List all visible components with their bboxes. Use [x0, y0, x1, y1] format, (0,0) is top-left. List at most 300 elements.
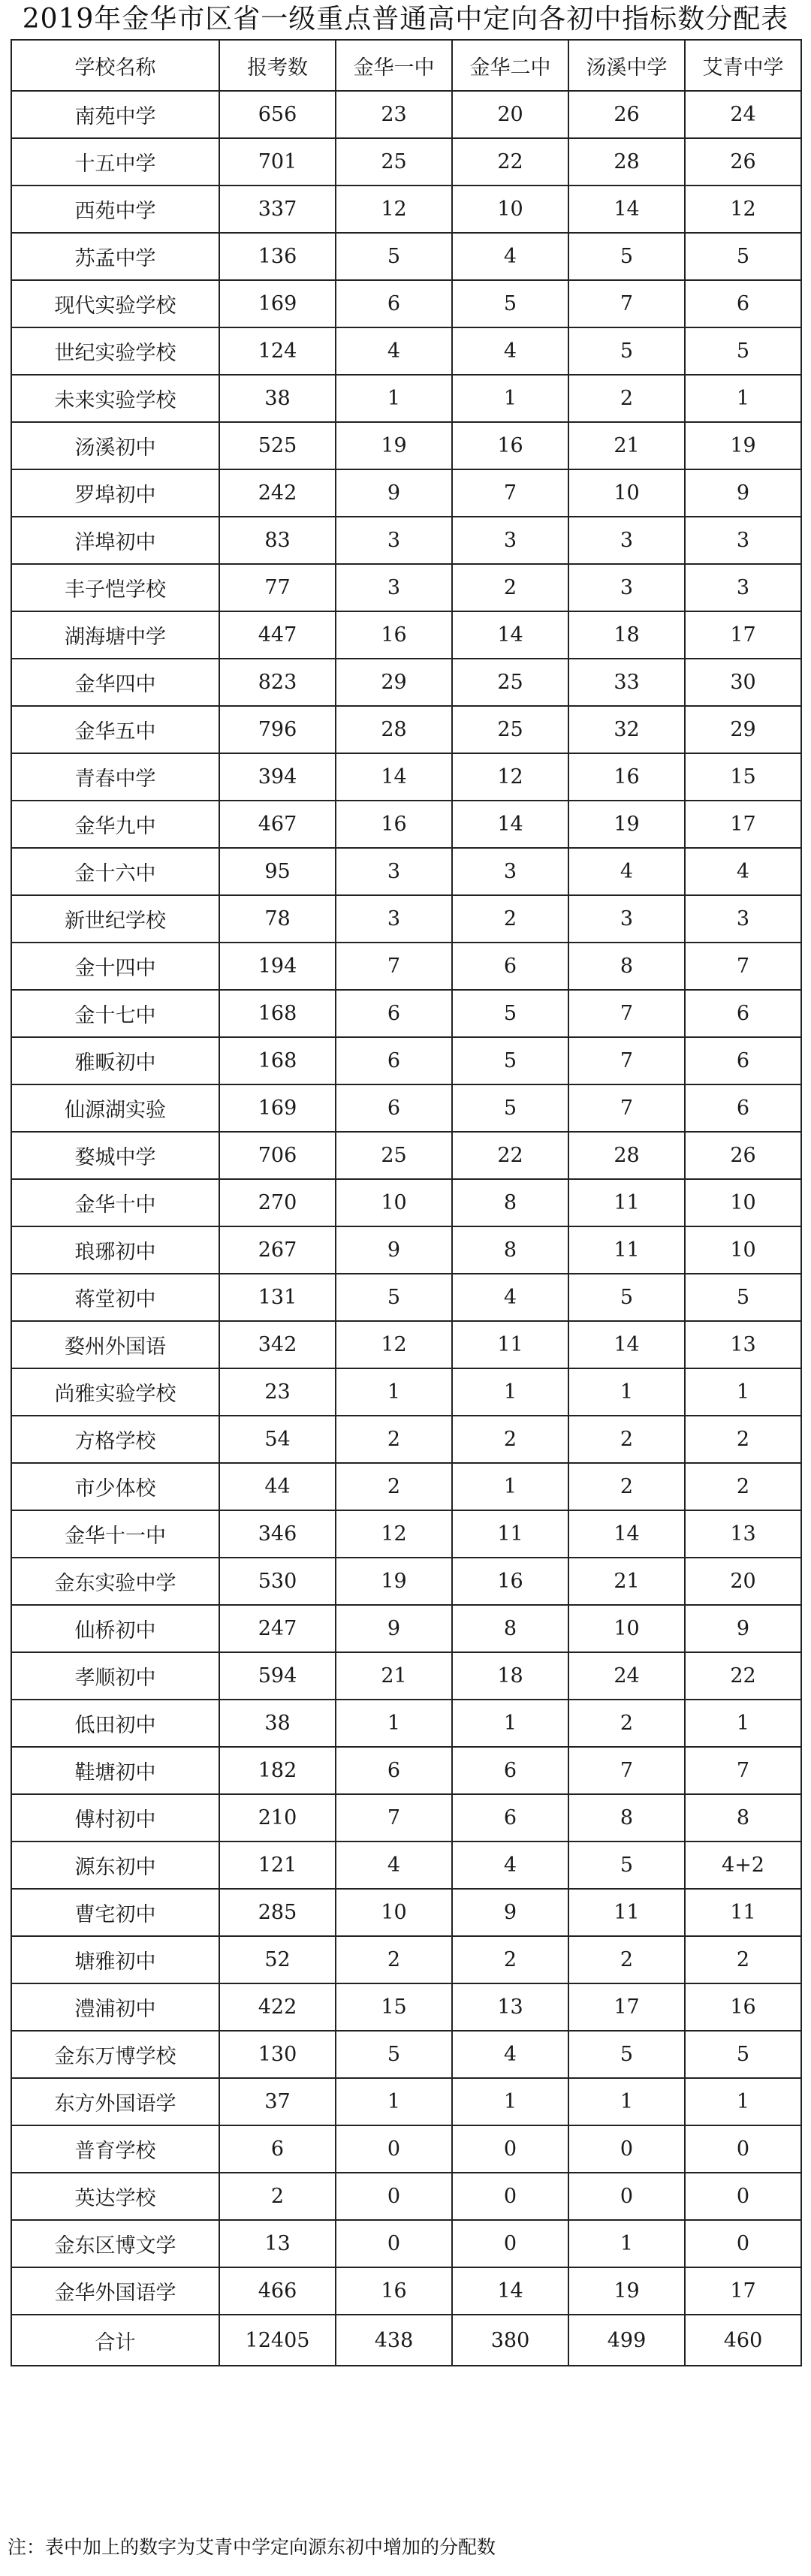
- table-row: [11, 469, 801, 517]
- cell-jinhua-no2: 6: [452, 1747, 568, 1794]
- cell-jinhua-no1: 6: [336, 1747, 452, 1794]
- cell-aiqing: 15: [685, 753, 801, 801]
- cell-aiqing: 10: [685, 1226, 801, 1274]
- cell-tangxi: 2: [568, 1463, 685, 1510]
- header-applicants: 报考数: [219, 40, 336, 91]
- cell-jinhua-no1: 1: [336, 1700, 452, 1747]
- cell-tangxi: 17: [568, 1983, 685, 2031]
- total-aiqing: 460: [685, 2315, 801, 2366]
- cell-school-name: 鞋塘初中: [11, 1747, 219, 1794]
- table-row: [11, 1132, 801, 1179]
- cell-aiqing: 1: [685, 1700, 801, 1747]
- cell-school-name: 金东万博学校: [11, 2031, 219, 2078]
- table-row: [11, 1274, 801, 1321]
- cell-applicants: 52: [219, 1936, 336, 1983]
- table-row: [11, 2267, 801, 2315]
- table-row: [11, 990, 801, 1037]
- cell-applicants: 701: [219, 138, 336, 186]
- cell-jinhua-no1: 7: [336, 943, 452, 990]
- cell-aiqing: 3: [685, 564, 801, 611]
- cell-jinhua-no2: 4: [452, 327, 568, 375]
- cell-applicants: 168: [219, 1037, 336, 1084]
- cell-applicants: 168: [219, 990, 336, 1037]
- cell-jinhua-no2: 1: [452, 2078, 568, 2125]
- cell-school-name: 澧浦初中: [11, 1983, 219, 2031]
- cell-applicants: 194: [219, 943, 336, 990]
- cell-jinhua-no1: 14: [336, 753, 452, 801]
- cell-jinhua-no2: 25: [452, 659, 568, 706]
- cell-tangxi: 32: [568, 706, 685, 753]
- cell-school-name: 低田初中: [11, 1700, 219, 1747]
- cell-school-name: 金东实验中学: [11, 1558, 219, 1605]
- header-jinhua-no2: 金华二中: [452, 40, 568, 91]
- cell-school-name: 金东区博文学: [11, 2220, 219, 2267]
- cell-jinhua-no1: 12: [336, 186, 452, 233]
- cell-aiqing: 6: [685, 990, 801, 1037]
- cell-jinhua-no1: 4: [336, 327, 452, 375]
- cell-jinhua-no2: 1: [452, 1463, 568, 1510]
- cell-tangxi: 21: [568, 422, 685, 469]
- cell-jinhua-no2: 10: [452, 186, 568, 233]
- table-row: [11, 943, 801, 990]
- cell-applicants: 346: [219, 1510, 336, 1558]
- cell-school-name: 金华外国语学: [11, 2267, 219, 2315]
- cell-aiqing: 2: [685, 1936, 801, 1983]
- cell-aiqing: 16: [685, 1983, 801, 2031]
- cell-aiqing: 30: [685, 659, 801, 706]
- cell-applicants: 823: [219, 659, 336, 706]
- cell-applicants: 37: [219, 2078, 336, 2125]
- cell-tangxi: 2: [568, 1936, 685, 1983]
- cell-aiqing: 13: [685, 1510, 801, 1558]
- cell-tangxi: 5: [568, 1274, 685, 1321]
- table-row: [11, 895, 801, 943]
- table-row: [11, 2173, 801, 2220]
- cell-tangxi: 7: [568, 990, 685, 1037]
- table-row: [11, 1605, 801, 1652]
- cell-tangxi: 5: [568, 2031, 685, 2078]
- cell-jinhua-no1: 6: [336, 990, 452, 1037]
- cell-school-name: 金华四中: [11, 659, 219, 706]
- cell-jinhua-no2: 0: [452, 2220, 568, 2267]
- cell-jinhua-no1: 15: [336, 1983, 452, 2031]
- cell-school-name: 英达学校: [11, 2173, 219, 2220]
- table-row: [11, 2078, 801, 2125]
- cell-jinhua-no2: 12: [452, 753, 568, 801]
- cell-tangxi: 8: [568, 943, 685, 990]
- cell-school-name: 婺州外国语: [11, 1321, 219, 1368]
- total-jinhua-no2: 380: [452, 2315, 568, 2366]
- cell-applicants: 44: [219, 1463, 336, 1510]
- cell-tangxi: 11: [568, 1889, 685, 1936]
- table-row: [11, 611, 801, 659]
- cell-tangxi: 8: [568, 1794, 685, 1842]
- cell-jinhua-no2: 5: [452, 1037, 568, 1084]
- cell-aiqing: 7: [685, 943, 801, 990]
- table-row: [11, 1700, 801, 1747]
- table-row: [11, 1226, 801, 1274]
- cell-school-name: 青春中学: [11, 753, 219, 801]
- cell-aiqing: 26: [685, 1132, 801, 1179]
- cell-jinhua-no2: 1: [452, 375, 568, 422]
- table-row: [11, 1084, 801, 1132]
- cell-school-name: 尚雅实验学校: [11, 1368, 219, 1416]
- table-row: [11, 801, 801, 848]
- cell-jinhua-no1: 0: [336, 2125, 452, 2173]
- cell-tangxi: 5: [568, 327, 685, 375]
- table-row: [11, 753, 801, 801]
- cell-tangxi: 1: [568, 1368, 685, 1416]
- cell-tangxi: 3: [568, 517, 685, 564]
- table-row: [11, 1037, 801, 1084]
- cell-aiqing: 9: [685, 1605, 801, 1652]
- cell-aiqing: 5: [685, 327, 801, 375]
- cell-school-name: 塘雅初中: [11, 1936, 219, 1983]
- cell-jinhua-no1: 4: [336, 1842, 452, 1889]
- table-row: [11, 2031, 801, 2078]
- cell-tangxi: 2: [568, 1700, 685, 1747]
- cell-jinhua-no1: 10: [336, 1889, 452, 1936]
- cell-jinhua-no1: 5: [336, 233, 452, 280]
- cell-tangxi: 14: [568, 186, 685, 233]
- table-row: [11, 233, 801, 280]
- cell-tangxi: 24: [568, 1652, 685, 1700]
- cell-aiqing: 1: [685, 375, 801, 422]
- cell-aiqing: 3: [685, 895, 801, 943]
- cell-applicants: 247: [219, 1605, 336, 1652]
- cell-jinhua-no1: 9: [336, 1605, 452, 1652]
- cell-aiqing: 17: [685, 801, 801, 848]
- cell-jinhua-no2: 14: [452, 2267, 568, 2315]
- cell-applicants: 169: [219, 280, 336, 327]
- cell-aiqing: 5: [685, 233, 801, 280]
- cell-applicants: 23: [219, 1368, 336, 1416]
- cell-applicants: 130: [219, 2031, 336, 2078]
- cell-jinhua-no1: 6: [336, 1084, 452, 1132]
- cell-jinhua-no2: 22: [452, 138, 568, 186]
- cell-school-name: 苏孟中学: [11, 233, 219, 280]
- cell-school-name: 金华五中: [11, 706, 219, 753]
- cell-applicants: 594: [219, 1652, 336, 1700]
- cell-school-name: 仙源湖实验: [11, 1084, 219, 1132]
- cell-tangxi: 2: [568, 1416, 685, 1463]
- cell-jinhua-no2: 2: [452, 1936, 568, 1983]
- cell-school-name: 金华九中: [11, 801, 219, 848]
- cell-jinhua-no1: 25: [336, 138, 452, 186]
- cell-jinhua-no2: 9: [452, 1889, 568, 1936]
- cell-school-name: 婺城中学: [11, 1132, 219, 1179]
- cell-jinhua-no2: 8: [452, 1605, 568, 1652]
- cell-tangxi: 28: [568, 138, 685, 186]
- cell-school-name: 汤溪初中: [11, 422, 219, 469]
- cell-school-name: 金华十中: [11, 1179, 219, 1226]
- cell-jinhua-no2: 6: [452, 943, 568, 990]
- table-body: [11, 91, 801, 2366]
- cell-aiqing: 3: [685, 517, 801, 564]
- cell-school-name: 蒋堂初中: [11, 1274, 219, 1321]
- cell-jinhua-no2: 8: [452, 1226, 568, 1274]
- cell-tangxi: 4: [568, 848, 685, 895]
- cell-applicants: 2: [219, 2173, 336, 2220]
- cell-jinhua-no2: 2: [452, 1416, 568, 1463]
- cell-jinhua-no1: 9: [336, 469, 452, 517]
- table-row: [11, 280, 801, 327]
- cell-jinhua-no1: 2: [336, 1463, 452, 1510]
- cell-jinhua-no2: 5: [452, 1084, 568, 1132]
- cell-applicants: 6: [219, 2125, 336, 2173]
- cell-aiqing: 2: [685, 1463, 801, 1510]
- cell-jinhua-no1: 29: [336, 659, 452, 706]
- cell-jinhua-no1: 5: [336, 2031, 452, 2078]
- cell-jinhua-no2: 4: [452, 1274, 568, 1321]
- cell-applicants: 394: [219, 753, 336, 801]
- cell-aiqing: 0: [685, 2173, 801, 2220]
- cell-jinhua-no2: 25: [452, 706, 568, 753]
- cell-school-name: 未来实验学校: [11, 375, 219, 422]
- page-title: 2019年金华市区省一级重点普通高中定向各初中指标数分配表: [22, 4, 789, 35]
- cell-school-name: 十五中学: [11, 138, 219, 186]
- cell-aiqing: 4: [685, 848, 801, 895]
- cell-school-name: 源东初中: [11, 1842, 219, 1889]
- cell-jinhua-no1: 3: [336, 895, 452, 943]
- cell-applicants: 337: [219, 186, 336, 233]
- table-row: [11, 1558, 801, 1605]
- cell-aiqing: 24: [685, 91, 801, 138]
- header-jinhua-no1: 金华一中: [336, 40, 452, 91]
- cell-tangxi: 10: [568, 469, 685, 517]
- cell-applicants: 169: [219, 1084, 336, 1132]
- cell-jinhua-no2: 2: [452, 564, 568, 611]
- table-row: [11, 186, 801, 233]
- cell-aiqing: 13: [685, 1321, 801, 1368]
- cell-aiqing: 10: [685, 1179, 801, 1226]
- cell-aiqing: 11: [685, 1889, 801, 1936]
- cell-school-name: 傅村初中: [11, 1794, 219, 1842]
- table-row: [11, 1794, 801, 1842]
- cell-jinhua-no1: 5: [336, 1274, 452, 1321]
- cell-jinhua-no1: 16: [336, 801, 452, 848]
- table-row: [11, 138, 801, 186]
- cell-tangxi: 26: [568, 91, 685, 138]
- cell-jinhua-no1: 9: [336, 1226, 452, 1274]
- cell-tangxi: 5: [568, 1842, 685, 1889]
- cell-jinhua-no1: 3: [336, 564, 452, 611]
- cell-jinhua-no2: 18: [452, 1652, 568, 1700]
- cell-jinhua-no1: 12: [336, 1321, 452, 1368]
- cell-aiqing: 2: [685, 1416, 801, 1463]
- total-label: 合计: [11, 2315, 219, 2366]
- table-row: [11, 327, 801, 375]
- cell-jinhua-no1: 21: [336, 1652, 452, 1700]
- cell-aiqing: 9: [685, 469, 801, 517]
- cell-jinhua-no2: 0: [452, 2125, 568, 2173]
- cell-applicants: 525: [219, 422, 336, 469]
- cell-aiqing: 0: [685, 2220, 801, 2267]
- table-row: [11, 1652, 801, 1700]
- cell-school-name: 湖海塘中学: [11, 611, 219, 659]
- cell-jinhua-no1: 2: [336, 1416, 452, 1463]
- cell-school-name: 西苑中学: [11, 186, 219, 233]
- cell-tangxi: 3: [568, 895, 685, 943]
- cell-applicants: 447: [219, 611, 336, 659]
- cell-tangxi: 14: [568, 1321, 685, 1368]
- cell-tangxi: 19: [568, 2267, 685, 2315]
- cell-aiqing: 26: [685, 138, 801, 186]
- cell-school-name: 雅畈初中: [11, 1037, 219, 1084]
- table-row: [11, 1889, 801, 1936]
- cell-jinhua-no1: 0: [336, 2173, 452, 2220]
- cell-jinhua-no1: 19: [336, 1558, 452, 1605]
- cell-applicants: 124: [219, 327, 336, 375]
- cell-applicants: 182: [219, 1747, 336, 1794]
- cell-tangxi: 19: [568, 801, 685, 848]
- cell-tangxi: 0: [568, 2125, 685, 2173]
- cell-aiqing: 0: [685, 2125, 801, 2173]
- cell-jinhua-no2: 3: [452, 848, 568, 895]
- cell-jinhua-no2: 4: [452, 233, 568, 280]
- cell-school-name: 市少体校: [11, 1463, 219, 1510]
- table-row: [11, 1368, 801, 1416]
- cell-school-name: 南苑中学: [11, 91, 219, 138]
- cell-school-name: 丰子恺学校: [11, 564, 219, 611]
- cell-jinhua-no1: 6: [336, 280, 452, 327]
- cell-aiqing: 29: [685, 706, 801, 753]
- cell-school-name: 曹宅初中: [11, 1889, 219, 1936]
- cell-tangxi: 1: [568, 2078, 685, 2125]
- cell-jinhua-no1: 2: [336, 1936, 452, 1983]
- cell-aiqing: 19: [685, 422, 801, 469]
- footnote: 注：表中加上的数字为艾青中学定向源东初中增加的分配数: [8, 2536, 496, 2558]
- table-row: [11, 1416, 801, 1463]
- cell-jinhua-no2: 1: [452, 1700, 568, 1747]
- cell-jinhua-no1: 16: [336, 611, 452, 659]
- cell-applicants: 422: [219, 1983, 336, 2031]
- cell-jinhua-no2: 4: [452, 1842, 568, 1889]
- cell-tangxi: 21: [568, 1558, 685, 1605]
- table-row: [11, 517, 801, 564]
- cell-aiqing: 4+2: [685, 1842, 801, 1889]
- cell-aiqing: 6: [685, 1084, 801, 1132]
- cell-applicants: 242: [219, 469, 336, 517]
- cell-tangxi: 33: [568, 659, 685, 706]
- cell-jinhua-no1: 1: [336, 2078, 452, 2125]
- cell-applicants: 467: [219, 801, 336, 848]
- cell-jinhua-no1: 1: [336, 1368, 452, 1416]
- header-tangxi: 汤溪中学: [568, 40, 685, 91]
- table-row: [11, 659, 801, 706]
- table-row: [11, 375, 801, 422]
- cell-school-name: 金十七中: [11, 990, 219, 1037]
- cell-jinhua-no2: 8: [452, 1179, 568, 1226]
- cell-school-name: 罗埠初中: [11, 469, 219, 517]
- cell-jinhua-no2: 16: [452, 422, 568, 469]
- cell-jinhua-no1: 3: [336, 517, 452, 564]
- cell-jinhua-no2: 5: [452, 280, 568, 327]
- cell-jinhua-no1: 10: [336, 1179, 452, 1226]
- cell-tangxi: 5: [568, 233, 685, 280]
- cell-school-name: 金十四中: [11, 943, 219, 990]
- cell-school-name: 琅琊初中: [11, 1226, 219, 1274]
- cell-jinhua-no1: 7: [336, 1794, 452, 1842]
- table-row: [11, 422, 801, 469]
- cell-school-name: 洋埠初中: [11, 517, 219, 564]
- cell-aiqing: 6: [685, 280, 801, 327]
- cell-applicants: 38: [219, 1700, 336, 1747]
- cell-aiqing: 1: [685, 2078, 801, 2125]
- cell-applicants: 285: [219, 1889, 336, 1936]
- cell-jinhua-no2: 0: [452, 2173, 568, 2220]
- cell-applicants: 706: [219, 1132, 336, 1179]
- cell-aiqing: 5: [685, 2031, 801, 2078]
- table-total-row: [11, 2315, 801, 2366]
- cell-school-name: 世纪实验学校: [11, 327, 219, 375]
- cell-applicants: 83: [219, 517, 336, 564]
- cell-tangxi: 18: [568, 611, 685, 659]
- cell-jinhua-no1: 28: [336, 706, 452, 753]
- cell-jinhua-no1: 19: [336, 422, 452, 469]
- table-row: [11, 1936, 801, 1983]
- cell-tangxi: 10: [568, 1605, 685, 1652]
- cell-applicants: 95: [219, 848, 336, 895]
- cell-applicants: 210: [219, 1794, 336, 1842]
- cell-tangxi: 7: [568, 1084, 685, 1132]
- cell-jinhua-no2: 4: [452, 2031, 568, 2078]
- cell-aiqing: 5: [685, 1274, 801, 1321]
- table-row: [11, 1983, 801, 2031]
- cell-jinhua-no2: 3: [452, 517, 568, 564]
- cell-tangxi: 11: [568, 1179, 685, 1226]
- table-row: [11, 706, 801, 753]
- cell-applicants: 131: [219, 1274, 336, 1321]
- cell-applicants: 656: [219, 91, 336, 138]
- cell-jinhua-no1: 12: [336, 1510, 452, 1558]
- cell-tangxi: 14: [568, 1510, 685, 1558]
- cell-school-name: 新世纪学校: [11, 895, 219, 943]
- cell-applicants: 342: [219, 1321, 336, 1368]
- table-row: [11, 1842, 801, 1889]
- cell-jinhua-no2: 20: [452, 91, 568, 138]
- cell-jinhua-no1: 16: [336, 2267, 452, 2315]
- allocation-table: [11, 39, 802, 2366]
- cell-jinhua-no2: 5: [452, 990, 568, 1037]
- table-row: [11, 1463, 801, 1510]
- cell-applicants: 78: [219, 895, 336, 943]
- table-row: [11, 848, 801, 895]
- cell-jinhua-no2: 13: [452, 1983, 568, 2031]
- cell-aiqing: 6: [685, 1037, 801, 1084]
- cell-tangxi: 3: [568, 564, 685, 611]
- table-row: [11, 1321, 801, 1368]
- cell-applicants: 77: [219, 564, 336, 611]
- cell-jinhua-no1: 3: [336, 848, 452, 895]
- cell-applicants: 54: [219, 1416, 336, 1463]
- cell-applicants: 270: [219, 1179, 336, 1226]
- cell-school-name: 仙桥初中: [11, 1605, 219, 1652]
- cell-tangxi: 11: [568, 1226, 685, 1274]
- cell-applicants: 267: [219, 1226, 336, 1274]
- table-row: [11, 1510, 801, 1558]
- header-aiqing: 艾青中学: [685, 40, 801, 91]
- cell-jinhua-no2: 7: [452, 469, 568, 517]
- cell-tangxi: 7: [568, 1037, 685, 1084]
- cell-applicants: 466: [219, 2267, 336, 2315]
- cell-jinhua-no2: 14: [452, 801, 568, 848]
- cell-tangxi: 1: [568, 2220, 685, 2267]
- cell-school-name: 金华十一中: [11, 1510, 219, 1558]
- cell-school-name: 普育学校: [11, 2125, 219, 2173]
- cell-aiqing: 20: [685, 1558, 801, 1605]
- cell-applicants: 136: [219, 233, 336, 280]
